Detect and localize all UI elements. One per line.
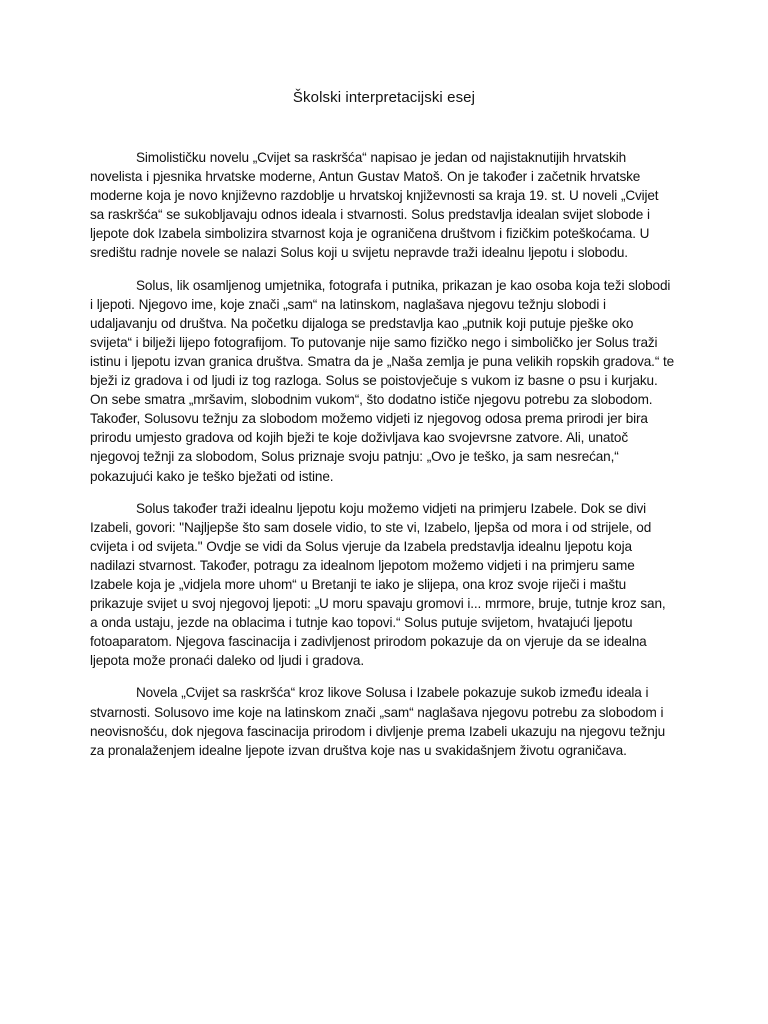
paragraph-3: Solus također traži idealnu ljepotu koju možemo vidjeti na primjeru Izabele. Dok se divi Izabeli, govori: "Najljepše što sam dosele vidio, to ste vi, Izabelo, ljepša od mora i od strijele, od cvijeta i od svijeta." Ovdje se vidi da Solus vjeruje da Izabela predstavlja idealnu ljepotu koja nadilazi stvarnost. Također, potragu za idealnom ljepotom možemo vidjeti i na primjeru same Izabele koja je „vidjela more uhom“ u Bretanji te iako je slijepa, ona kroz svoje riječi i maštu prikazuje svijet u svoj njegovoj ljepoti: „U moru spavaju gromovi i... mrmore, bruje, tutnje kroz san, a onda ustaju, jezde na oblacima i tutnje kao topovi.“ Solus putuje svijetom, hvatajući ljepotu fotoaparatom. Njegova fascinacija i zadivljenost prirodom pokazuje da on vjeruje da se idealna ljepota može pronaći daleko od ljudi i gradova. [90, 500, 666, 669]
paragraph-2: Solus, lik osamljenog umjetnika, fotografa i putnika, prikazan je kao osoba koja teži slobodi i ljepoti. Njegovo ime, koje znači „sam“ na latinskom, naglašava njegovu težnju slobodi i udaljavanju od društva. Na početku dijaloga se predstavlja kao „putnik koji putuje pješke oko svijeta“ i bilježi lijepo fotografijom. To putovanje nije samo fizičko nego i simboličko jer Solus traži istinu i ljepotu izvan granica društva. Smatra da je „Naša zemlja je puna velikih ropskih gradova.“ te bježi iz gradova i od ljudi iz tog razloga. Solus se poistovječuje s vukom iz basne o psu i kurjaku. On sebe smatra „mršavim, slobodnim vukom“, što dodatno ističe njegovu potrebu za slobodom. Također, Solusovu težnju za slobodom možemo vidjeti iz njegovog odosa prema prirodi jer bira prirodu umjesto gradova od kojih bježi te koje doživljava kao svojevrsne zatvore. Ali, unatoč njegovoj težnji za slobodom, Solus priznaje svoju patnju: „Ovo je teško, ja sam nesrećan,“ pokazujući kako je teško bježati od istine. [90, 277, 675, 484]
paragraph-4: Novela „Cvijet sa raskršća“ kroz likove Solusa i Izabele pokazuje sukob između ideala i stvarnosti. Solusovo ime koje na latinskom znači „sam“ naglašava njegovu potrebu za slobodom i neovisnošću, dok njegova fascinacija prirodom i divljenje prema Izabeli ukazuju na njegovu težnju za pronalaženjem idealne ljepote izvan društva koje nas u svakidašnjem životu ograničava. [90, 685, 665, 758]
document-title: Školski interpretacijski esej [292, 89, 476, 106]
paragraph-1: Simolističku novelu „Cvijet sa raskršća“ napisao je jedan od najistaknutijih hrvatskih novelista i pjesnika hrvatske moderne, Antun Gustav Matoš. On je također i začetnik hrvatske moderne koja je novo književno razdoblje u hrvatskoj književnosti sa kraja 19. st. U noveli „Cvijet sa raskršća“ se sukobljavaju odnos ideala i stvarnosti. Solus predstavlja idealan svijet slobode i ljepote dok Izabela simbolizira stvarnost koja je ograničena društvom i fizičkim poteškoćama. U središtu radnje novele se nalazi Solus koji u svijetu nepravde traži idealnu ljepotu i slobodu. [90, 150, 659, 261]
document-body [90, 148, 675, 773]
